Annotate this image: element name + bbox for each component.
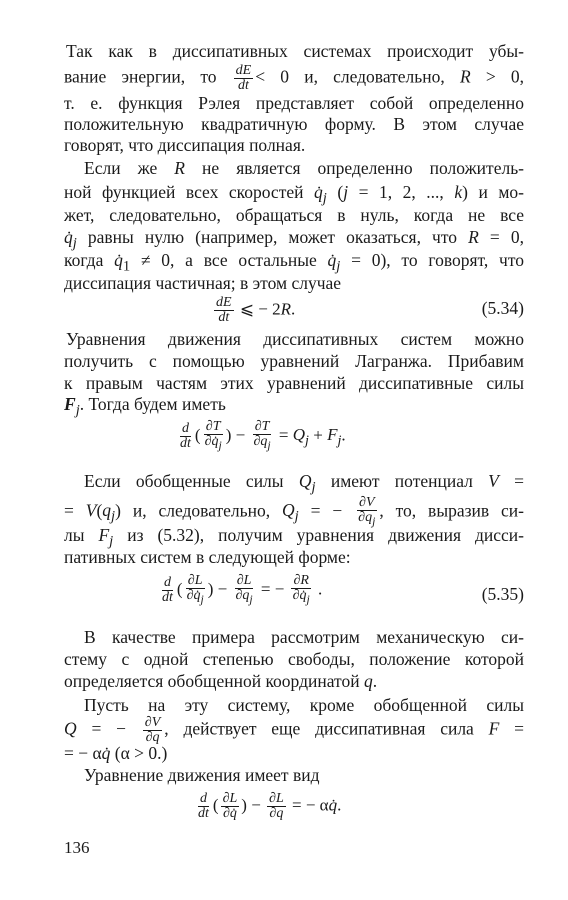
text-line: стему с одной степенью свободы, положение которой <box>64 649 524 669</box>
equation-lagrange: $\frac{d}{dt}$ ( $\frac{\partial T}{\partial q̇_j}$ ) − $\frac{\partial T}{\partial q_j}$ = $Q_j + F_j$. <box>180 419 346 452</box>
text-line: диссипация частичная; в этом случае <box>64 273 342 293</box>
text-line: Q = − $\frac{\partial V}{\partial q}$ , действует еще диссипативная сила F = <box>64 715 524 745</box>
equation-number: (5.35) <box>481 584 524 604</box>
text-line: Так как в диссипативных системах происходит убы- <box>66 41 524 61</box>
text-line: Если обобщенные силы $Q_j$ имеют потенциал V = <box>84 471 525 496</box>
text-line: лы $F_j$ из (5.32), получим уравнения движения дисси- <box>64 525 524 550</box>
text-line: Уравнения движения диссипативных систем можно <box>66 329 524 349</box>
text-line: ной функцией всех скоростей $q̇_j$ (j = 1, 2, ..., k) и мо- <box>64 182 524 207</box>
text-line: В качестве примера рассмотрим механическую си- <box>84 627 524 647</box>
equation-motion: $\frac{d}{dt}$ ( $\frac{\partial L}{\partial q̇}$ ) − $\frac{\partial L}{\partial q}$ = − αq̇. <box>198 791 342 821</box>
page-number: 136 <box>64 838 90 857</box>
text-line: пативных систем в следующей форме: <box>64 547 351 567</box>
text-line: положительную квадратичную форму. В этом случае <box>64 114 524 134</box>
text-line: Если же R не является определенно положитель- <box>84 158 525 178</box>
text-line: вание энергии, то $\frac{dE}{dt}$ < 0 и, следовательно, R > 0, <box>64 63 524 93</box>
equation-5-35: $\frac{d}{dt}$ ( $\frac{\partial L}{\partial q̇_j}$ ) − $\frac{\partial L}{\partial q_j}$ = − $\frac{\partial R}{\partial q̇_j}$ . <box>162 573 323 606</box>
text-line: определяется обобщенной координатой q. <box>64 671 378 691</box>
text-line: жет, следовательно, обращаться в нуль, когда не все <box>64 205 524 225</box>
text-line: получить с помощью уравнений Лагранжа. Прибавим <box>64 351 524 371</box>
text-line: = − αq̇ (α > 0.) <box>64 743 168 763</box>
equation-number: (5.34) <box>481 298 524 318</box>
text-line: = $V(q_j)$ и, следовательно, $Q_j$ = − $\frac{\partial V}{\partial q_j}$ , то, выразив си- <box>64 495 524 528</box>
text-line: когда $q̇_1 \ne 0$, а все остальные $q̇_j = 0$), то говорят, что <box>64 250 524 275</box>
equation-5-34: $\frac{dE}{dt}$ ⩽ − 2R. <box>216 295 296 325</box>
text-line: $F_j$. Тогда будем иметь <box>64 394 226 419</box>
text-line: $q̇_j$ равны нулю (например, может оказаться, что R = 0, <box>64 227 525 252</box>
text-line: Пусть на эту систему, кроме обобщенной силы <box>84 695 524 715</box>
text-line: к правым частям этих уравнений диссипативные силы <box>64 373 524 393</box>
text-line: Уравнение движения имеет вид <box>84 765 320 785</box>
text-line: говорят, что диссипация полная. <box>64 135 306 155</box>
text-line: т. е. функция Рэлея представляет собой определенно <box>64 93 524 113</box>
